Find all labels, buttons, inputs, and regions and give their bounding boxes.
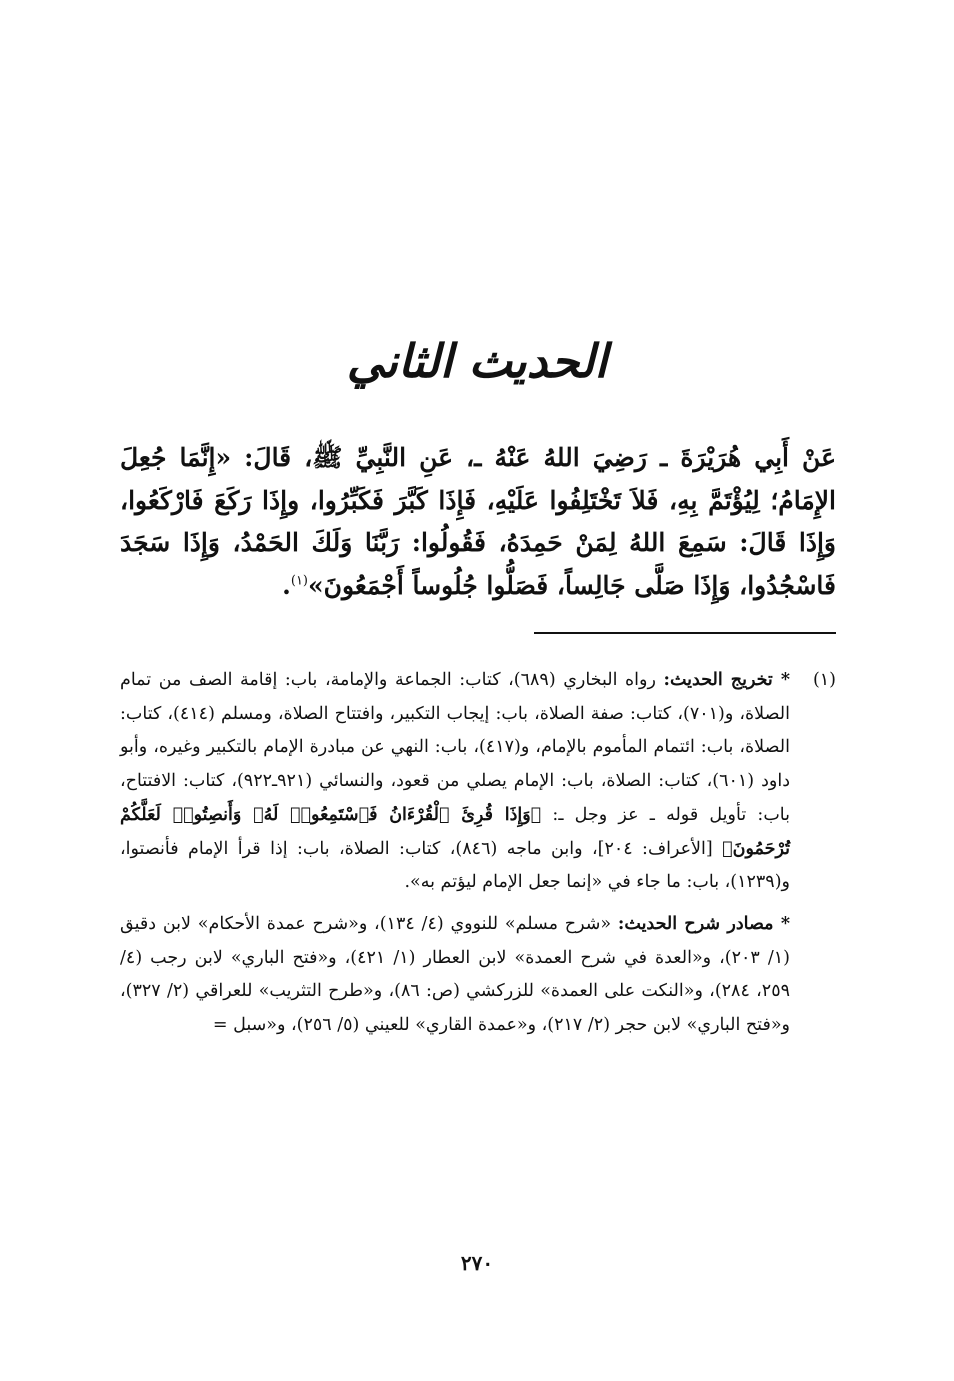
masadir-heading: * مصادر شرح الحديث: xyxy=(617,913,790,934)
hadith-end-punctuation: . xyxy=(282,570,291,600)
footnote-number: (١) xyxy=(812,670,836,690)
quran-verse: ﴿وَإِذَا قُرِئَ ٱلْقُرْءَانُ فَٱسْتَمِعُوا۟ لَهُۥ وَأَنصِتُوا۟ لَعَلَّكُمْ تُرْحَمُونَ﴾ xyxy=(120,804,791,859)
hadith-body: عَنْ أَبِي هُرَيْرَةَ ـ رَضِيَ اللهُ عَنْهُ ـ، عَنِ النَّبِيِّ ﷺ، قَالَ: «إِنَّمَا جُعِلَ الإِمَامُ؛ لِيُؤْتَمَّ بِهِ، فَلاَ تَخْتَلِفُوا عَلَيْهِ، فَإِذَا كَبَّرَ فَكَبِّرُوا، وإِذَا رَكَعَ فَارْكَعُوا، وَإِذَا قَالَ: سَمِعَ اللهُ لِمَنْ حَمِدَهُ، فَقُولُوا: رَبَّنَا وَلَكَ الحَمْدُ، وَإِذَا سَجَدَ فَاسْجُدُوا، وَإِذَا صَلَّى جَالِساً، فَصَلُّوا جُلُوساً أَجْمَعُونَ» xyxy=(120,443,836,600)
footnote-item xyxy=(120,664,836,1043)
masadir-text: «شرح مسلم» للنووي (٤/ ١٣٤)، و«شرح عمدة الأحكام» لابن دقيق (١/ ٢٠٣)، و«العدة في شرح العمدة» لابن العطار (١/ ٤٢١)، و«فتح الباري» لابن رجب (٤/ ٢٥٩، ٢٨٤)، و«النكت على العمدة» للزركشي (ص: ٨٦)، و«طرح التثريب» للعراقي (٢/ ٣٢٧)، و«فتح الباري» لابن حجر (٢/ ٢١٧)، و«عمدة القاري» للعيني (٥/ ٢٥٦)، و«سبل = xyxy=(120,913,790,1036)
page-number: ٢٧٠ xyxy=(460,1251,494,1275)
footnote-separator xyxy=(534,632,836,634)
takhrij-heading: * تخريج الحديث: xyxy=(663,670,790,690)
takhrij-text-continued: [الأعراف: ٢٠٤]، وابن ماجه (٨٤٦)، كتاب: الصلاة، باب: إذا قرأ الإمام فأنصتوا، و(١٢٣٩)، باب: ما جاء في «إنما جعل الإمام ليؤتم به». xyxy=(120,838,790,893)
footnote-reference[interactable]: (١) xyxy=(290,573,308,589)
masadir-paragraph xyxy=(120,908,790,1043)
takhrij-text: رواه البخاري (٦٨٩)، كتاب: الجماعة والإمامة، باب: إقامة الصف من تمام الصلاة، و(٧٠١)، كتاب: صفة الصلاة، باب: إيجاب التكبير، وافتتاح الصلاة، ومسلم (٤١٤)، كتاب: الصلاة، باب: ائتمام المأموم بالإمام، و(٤١٧)، باب: النهي عن مبادرة الإمام بالتكبير وغيره، وأبو داود (٦٠١)، كتاب: الصلاة، باب: الإمام يصلي من قعود، والنسائي (٩٢١ـ٩٢٢)، كتاب: الافتتاح، باب: تأويل قوله ـ عز وجل ـ: xyxy=(120,670,790,825)
hadith-text xyxy=(120,437,836,607)
footnotes-section xyxy=(120,664,836,1051)
takhrij-paragraph xyxy=(120,664,790,900)
page-title: الحديث الثاني xyxy=(346,333,608,388)
